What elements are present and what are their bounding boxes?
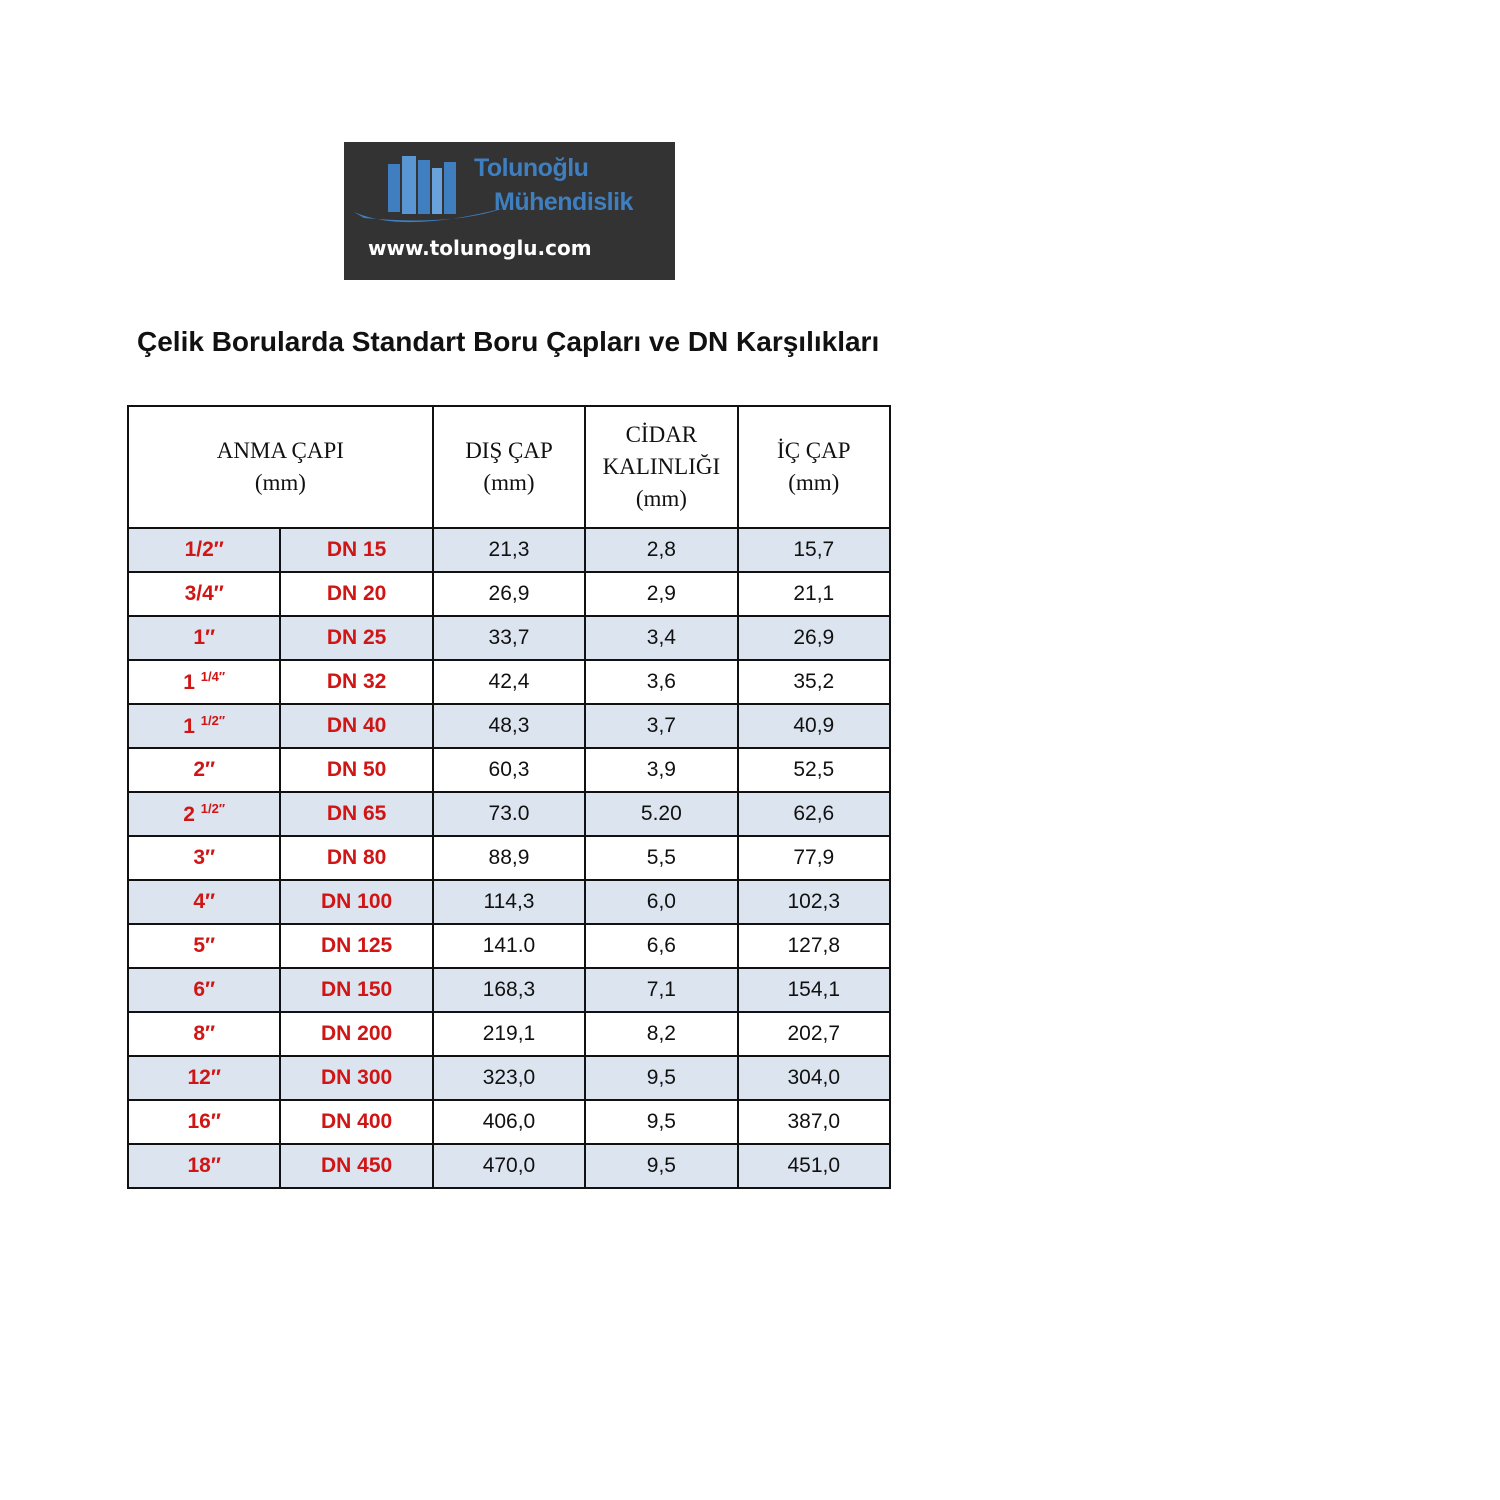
table-row xyxy=(128,1056,890,1100)
header-dis-unit: (mm) xyxy=(483,470,535,495)
table-row xyxy=(128,528,890,572)
cell-inch xyxy=(128,704,280,748)
cell-cidar: 2,9 xyxy=(585,572,737,616)
cell-ic-cap: 52,5 xyxy=(738,748,890,792)
cell-cidar: 9,5 xyxy=(585,1100,737,1144)
cell-dn: DN 150 xyxy=(280,968,432,1012)
cell-cidar: 6,0 xyxy=(585,880,737,924)
cell-cidar: 5.20 xyxy=(585,792,737,836)
table-row xyxy=(128,572,890,616)
cell-dis-cap: 406,0 xyxy=(433,1100,585,1144)
cell-inch xyxy=(128,968,280,1012)
logo-name-line2: Mühendislik xyxy=(494,188,633,216)
cell-inch-value: 8″ xyxy=(193,1022,216,1045)
cell-cidar: 3,4 xyxy=(585,616,737,660)
cell-dis-cap: 73.0 xyxy=(433,792,585,836)
cell-dn: DN 65 xyxy=(280,792,432,836)
cell-ic-cap: 62,6 xyxy=(738,792,890,836)
cell-dis-cap: 323,0 xyxy=(433,1056,585,1100)
cell-dn: DN 125 xyxy=(280,924,432,968)
header-ic-unit: (mm) xyxy=(788,470,840,495)
cell-dn: DN 32 xyxy=(280,660,432,704)
cell-inch xyxy=(128,660,280,704)
cell-ic-cap: 154,1 xyxy=(738,968,890,1012)
cell-inch-value: 1/2″ xyxy=(184,538,224,561)
cell-cidar: 7,1 xyxy=(585,968,737,1012)
header-ic-cap xyxy=(738,406,890,528)
cell-ic-cap: 15,7 xyxy=(738,528,890,572)
table-row xyxy=(128,1012,890,1056)
cell-dn: DN 15 xyxy=(280,528,432,572)
table-header-row xyxy=(128,406,890,528)
cell-inch-value: 1″ xyxy=(193,626,216,649)
cell-ic-cap: 77,9 xyxy=(738,836,890,880)
cell-ic-cap: 127,8 xyxy=(738,924,890,968)
cell-dis-cap: 219,1 xyxy=(433,1012,585,1056)
header-anma-capi xyxy=(128,406,433,528)
cell-inch-value: 16″ xyxy=(187,1110,221,1133)
logo-url: www.tolunoglu.com xyxy=(368,236,592,260)
cell-dis-cap: 114,3 xyxy=(433,880,585,924)
cell-inch-value: 1 xyxy=(183,715,195,738)
header-dis-cap xyxy=(433,406,585,528)
cell-ic-cap: 102,3 xyxy=(738,880,890,924)
cell-ic-cap: 40,9 xyxy=(738,704,890,748)
cell-inch-fraction: 1/2″ xyxy=(200,713,226,728)
cell-inch-value: 5″ xyxy=(193,934,216,957)
cell-ic-cap: 304,0 xyxy=(738,1056,890,1100)
table-row xyxy=(128,616,890,660)
cell-inch xyxy=(128,748,280,792)
cell-dn: DN 25 xyxy=(280,616,432,660)
cell-inch xyxy=(128,880,280,924)
cell-dn: DN 450 xyxy=(280,1144,432,1188)
cell-dn: DN 200 xyxy=(280,1012,432,1056)
cell-cidar: 3,7 xyxy=(585,704,737,748)
cell-inch-value: 3″ xyxy=(193,846,216,869)
table-row xyxy=(128,792,890,836)
cell-dn: DN 40 xyxy=(280,704,432,748)
header-ic-label: İÇ ÇAP xyxy=(777,438,851,463)
logo-name-line1: Tolunoğlu xyxy=(474,154,589,182)
cell-cidar: 9,5 xyxy=(585,1144,737,1188)
cell-dis-cap: 60,3 xyxy=(433,748,585,792)
cell-inch xyxy=(128,616,280,660)
cell-inch xyxy=(128,1100,280,1144)
table-row xyxy=(128,1144,890,1188)
cell-ic-cap: 35,2 xyxy=(738,660,890,704)
table-row xyxy=(128,704,890,748)
cell-dis-cap: 168,3 xyxy=(433,968,585,1012)
cell-inch xyxy=(128,792,280,836)
table-row xyxy=(128,968,890,1012)
cell-cidar: 6,6 xyxy=(585,924,737,968)
cell-inch-fraction: 1/2″ xyxy=(200,801,226,816)
table-row xyxy=(128,748,890,792)
cell-ic-cap: 387,0 xyxy=(738,1100,890,1144)
cell-inch-value: 2 xyxy=(183,803,195,826)
header-anma-unit: (mm) xyxy=(254,470,306,495)
header-cidar-label2: KALINLIĞI xyxy=(602,454,721,479)
cell-inch xyxy=(128,528,280,572)
cell-inch-value: 6″ xyxy=(193,978,216,1001)
page-title: Çelik Borularda Standart Boru Çapları ve DN Karşılıkları xyxy=(137,326,880,357)
cell-inch-value: 4″ xyxy=(193,890,216,913)
cell-cidar: 2,8 xyxy=(585,528,737,572)
header-cidar-kalinligi xyxy=(585,406,737,528)
cell-cidar: 3,6 xyxy=(585,660,737,704)
cell-dis-cap: 21,3 xyxy=(433,528,585,572)
cell-cidar: 8,2 xyxy=(585,1012,737,1056)
cell-inch xyxy=(128,1144,280,1188)
cell-cidar: 5,5 xyxy=(585,836,737,880)
cell-ic-cap: 21,1 xyxy=(738,572,890,616)
cell-dis-cap: 470,0 xyxy=(433,1144,585,1188)
cell-ic-cap: 202,7 xyxy=(738,1012,890,1056)
header-cidar-unit: (mm) xyxy=(635,486,687,511)
cell-dn: DN 400 xyxy=(280,1100,432,1144)
cell-dn: DN 300 xyxy=(280,1056,432,1100)
cell-inch xyxy=(128,836,280,880)
cell-inch xyxy=(128,1056,280,1100)
header-cidar-label: CİDAR xyxy=(625,422,698,447)
table-row xyxy=(128,924,890,968)
cell-dis-cap: 33,7 xyxy=(433,616,585,660)
cell-dn: DN 50 xyxy=(280,748,432,792)
cell-dis-cap: 48,3 xyxy=(433,704,585,748)
cell-inch-fraction: 1/4″ xyxy=(200,669,226,684)
cell-dis-cap: 88,9 xyxy=(433,836,585,880)
cell-cidar: 3,9 xyxy=(585,748,737,792)
cell-dn: DN 20 xyxy=(280,572,432,616)
pipe-diameter-table xyxy=(127,405,891,1189)
cell-inch-value: 18″ xyxy=(187,1154,221,1177)
header-anma-label: ANMA ÇAPI xyxy=(216,438,344,463)
cell-ic-cap: 26,9 xyxy=(738,616,890,660)
cell-ic-cap: 451,0 xyxy=(738,1144,890,1188)
cell-dn: DN 80 xyxy=(280,836,432,880)
cell-dis-cap: 26,9 xyxy=(433,572,585,616)
cell-inch-value: 12″ xyxy=(187,1066,221,1089)
cell-inch-value: 3/4″ xyxy=(184,582,224,605)
cell-inch-value: 2″ xyxy=(193,758,216,781)
table-row xyxy=(128,1100,890,1144)
header-dis-label: DIŞ ÇAP xyxy=(465,438,553,463)
cell-inch xyxy=(128,1012,280,1056)
cell-inch xyxy=(128,572,280,616)
cell-dn: DN 100 xyxy=(280,880,432,924)
cell-inch-value: 1 xyxy=(183,671,195,694)
cell-dis-cap: 42,4 xyxy=(433,660,585,704)
table-row xyxy=(128,836,890,880)
cell-dis-cap: 141.0 xyxy=(433,924,585,968)
table-row xyxy=(128,660,890,704)
cell-inch xyxy=(128,924,280,968)
cell-cidar: 9,5 xyxy=(585,1056,737,1100)
table-row xyxy=(128,880,890,924)
